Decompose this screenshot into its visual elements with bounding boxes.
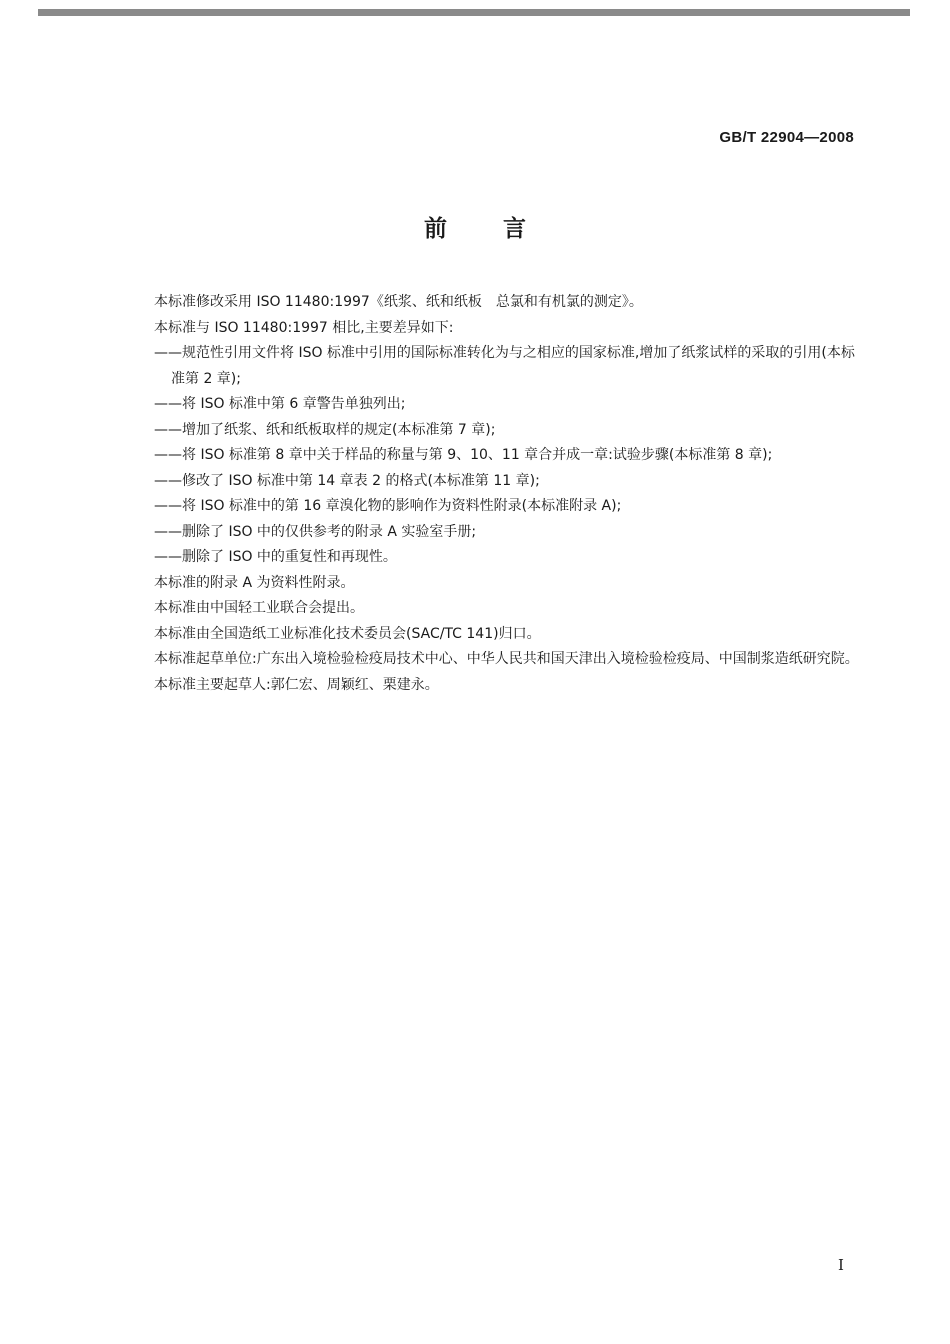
closing-paragraph: 本标准由中国轻工业联合会提出。 <box>154 600 364 616</box>
closing-paragraph: 本标准的附录 A 为资料性附录。 <box>154 574 355 591</box>
closing-paragraph: 本标准起草单位:广东出入境检验检疫局技术中心、中华人民共和国天津出入境检验检疫局、中国制浆造纸研究院。 <box>154 651 859 667</box>
top-rule <box>38 9 910 16</box>
intro-paragraph: 本标准与 ISO 11480:1997 相比,主要差异如下: <box>154 319 454 336</box>
difference-item: ——删除了 ISO 中的重复性和再现性。 <box>154 549 397 565</box>
closing-paragraph: 本标准由全国造纸工业标准化技术委员会(SAC/TC 141)归口。 <box>154 625 541 642</box>
difference-item: ——增加了纸浆、纸和纸板取样的规定(本标准第 7 章); <box>154 421 496 438</box>
page-title: 前言 <box>424 216 582 242</box>
difference-item: ——将 ISO 标准中第 6 章警告单独列出; <box>154 396 406 412</box>
foreword-body <box>124 290 860 698</box>
difference-item: ——删除了 ISO 中的仅供参考的附录 A 实验室手册; <box>154 523 477 540</box>
intro-paragraph: 本标准修改采用 ISO 11480:1997《纸浆、纸和纸板 总氯和有机氯的测定》。 <box>154 294 643 310</box>
difference-item: ——将 ISO 标准中的第 16 章溴化物的影响作为资料性附录(本标准附录 A); <box>154 498 622 514</box>
difference-item: ——修改了 ISO 标准中第 14 章表 2 的格式(本标准第 11 章); <box>154 472 540 489</box>
closing-paragraph: 本标准主要起草人:郭仁宏、周颖红、栗建永。 <box>154 676 439 693</box>
difference-item: ——将 ISO 标准第 8 章中关于样品的称量与第 9、10、11 章合并成一章:试验步骤(本标准第 8 章); <box>154 447 773 463</box>
difference-item: ——规范性引用文件将 ISO 标准中引用的国际标准转化为与之相应的国家标准,增加了纸浆试样的采取的引用(本标准第 2 章); <box>154 345 855 387</box>
page-number: I <box>838 1256 844 1274</box>
standard-code: GB/T 22904—2008 <box>719 129 854 146</box>
